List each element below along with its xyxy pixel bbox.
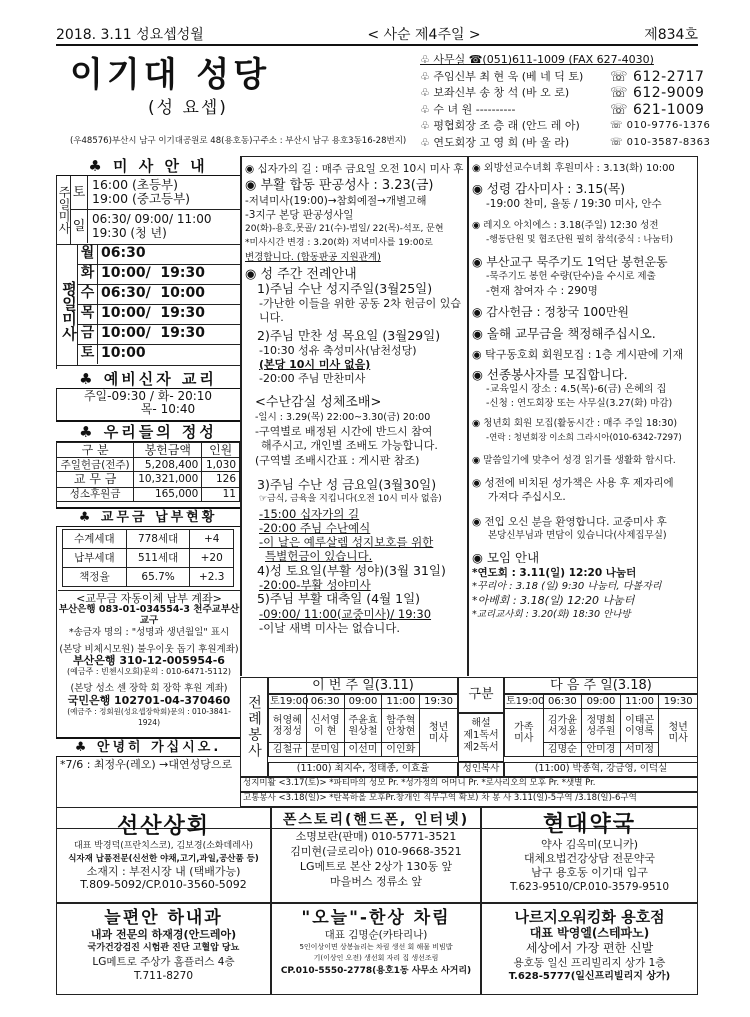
announcement: ◉ 성령 감사미사 : 3.15(목) -19:00 찬미, 율동 / 19:30 미사, 안수 xyxy=(472,181,662,210)
table-row: 납부세대 511세대 +20 xyxy=(63,549,234,568)
announcement: ◉ 올해 교무금을 책정해주십시오. xyxy=(472,325,656,341)
contact-row: ♧ 평협회장 조 층 래 (안드 레 아) ☏ 010-9776-1376 xyxy=(420,119,711,133)
mass-schedule-title: ♣ 미 사 안 내 xyxy=(56,156,240,176)
announcement: ◉ 선종봉사자를 모집합니다. -교육일시 장소 : 4.5(목)-6(금) 은혜의 집 -신청 : 연도회장 또는 사무실(3.27(화) 마감) xyxy=(472,367,673,409)
bulletin-header xyxy=(56,26,698,46)
rota-footer-2: 고통봉사 <3.18(일)> *탄복하올 모후Pr.창개인 직무구역 확보) 차 봉 사 3.11(일)-5구역 /3.18(일)-6구역 xyxy=(240,792,698,807)
rota-this-week-title: 이 번 주 일(3.11) xyxy=(268,677,458,694)
offering-table xyxy=(56,442,240,502)
table-row: 토19:00 06:30 09:00 11:00 19:30 xyxy=(505,695,698,709)
ad-hanaegwa: 늘편안 하내과 내과 전문의 하재경(안드레아) 국가건강검진 시험관 진단 고혈압 당뇨 LG메트로 주상가 홈플러스 4층 T.711-8270 xyxy=(56,903,271,995)
catechumen-times xyxy=(56,390,240,416)
ad-nargio: 나르지오워킹화 용호점 대표 박영엘(스테파노) 세상에서 가장 편한 신발 용호동 일신 프리빌리지 상가 1층 T.628-5777(일신프리빌리지 상가) xyxy=(481,903,698,995)
announcement: ◉ 성전에 비치된 성가책은 사용 후 제자리에 가져다 주십시오. xyxy=(472,477,674,504)
account-line: 국민은행 102701-04-370460 xyxy=(67,693,231,707)
weekday-mass-label: 평일미사 xyxy=(56,245,78,365)
mass-schedule xyxy=(56,176,240,366)
announcement: ◉ 전입 오신 분을 환영합니다. 교중미사 후 본당신부님과 면담이 있습니다(사제집무실) xyxy=(472,515,667,541)
table-row: 김명순 안미경 서미정 xyxy=(505,743,698,757)
mass-time: 16:00 (초등부) 19:00 (중고등부) xyxy=(92,177,191,206)
announcement: ◉ 레지오 아치에스 : 3.18(주일) 12:30 성전 -행동단원 및 협조단원 필히 참석(중식 : 나눔터) xyxy=(472,219,673,246)
contact-list xyxy=(420,52,710,152)
table-row: 성소후원금 165,000 11 xyxy=(57,487,240,501)
account-line: (본당 비체시모원) 불우이웃 돕기 후원계좌) xyxy=(59,643,239,655)
contact-row: ♧ 수 녀 원 ---------- ☏ 621-1009 xyxy=(420,101,705,118)
mass-time: 10:00/ 19:30 xyxy=(101,305,205,321)
table-row: 책정율 65.7% +2.3 xyxy=(63,568,234,587)
liturgy-service-side: 전례봉사 xyxy=(240,677,268,777)
middle-announcements xyxy=(245,162,465,638)
parish-patron: (성 요셉) xyxy=(148,98,228,118)
rota-extra-next: (11:00) 박종혁, 강금영, 이덕실 xyxy=(504,762,698,777)
account-line: *송금자 명의 : "성명과 생년월일" 표시 xyxy=(68,626,230,638)
mass-time: 06:30 xyxy=(101,245,146,261)
farewell-title: ♣ 안녕히 가십시오. xyxy=(56,737,240,757)
contact-row: ♧ 사무실 ☎(051)611-1009 (FAX 627-4030) xyxy=(420,53,654,66)
announcement: ◉ 부산교구 묵주기도 1억단 봉헌운동 -묵주기도 봉헌 수량(단수)을 수시로 제출 -현재 참여자 수 : 290명 xyxy=(472,255,668,298)
rota-this-table xyxy=(268,694,458,757)
announcement: ◉ 십자가의 길 : 매주 금요일 오전 10시 미사 후 xyxy=(245,163,464,175)
account-line: (본당 성소 센 장학 회 장학 후원 계좌) xyxy=(70,683,228,695)
announcement: ◉ 감사헌금 : 정창국 100만원 xyxy=(472,305,630,320)
mass-day: 금 xyxy=(78,325,98,344)
weekday-schedule xyxy=(78,245,240,365)
sunday-mass-label: 주일미사 xyxy=(56,176,71,244)
mass-time: 10:00/ 19:30 xyxy=(101,265,205,281)
announcement: ◉ 탁구동호회 회원모집 : 1층 게시판에 기재 xyxy=(472,347,684,361)
right-announcements xyxy=(472,162,696,626)
rota-extra-this: (11:00) 최지수, 정태종, 이효율 xyxy=(268,762,458,777)
announcement: ◉ 모임 안내 *연도회 : 3.11(일) 12:20 나눔터 *꾸리아 : 3.18 (일) 9:30 나눔터, 다볼자리 *아베회 : 3.18(일) 12:20 나눔터 *교리교사회 : 3.20(화) 18:30 안나방 xyxy=(472,550,662,621)
offering-title: ♣ 우리들의 정성 xyxy=(56,420,240,442)
account-line: 부산은행 083-01-034554-3 천주교부산교구 xyxy=(58,604,240,627)
rota-next-week-title: 다 음 주 일(3.18) xyxy=(504,677,698,694)
liturgical-season: < 사순 제4주일 > xyxy=(367,27,481,44)
dues-table xyxy=(62,529,234,587)
table-row: 가족 미사 김가윤 서정윤 정명희 성주원 이태곤 이영록 청년 미사 xyxy=(505,709,698,743)
catechumen-line: 목- 10:40 xyxy=(140,402,196,416)
divider xyxy=(467,156,469,676)
rota-label: 해설 제1독서 제2독서 xyxy=(458,713,504,762)
account-line: (예금주 : 정회원(성요셉장학회)문의 : 010-3841-1924) xyxy=(67,706,231,728)
rota-category: 구분 xyxy=(458,677,504,713)
ad-seonsan: 선산상회 대표 박경덕(프란치스코), 김보경(소화데레사) 식자재 납품전문(신선한 야채,고기,과일,공산품 등) 소재지 : 부전시장 내 (택배가능) T.809-5092/CP.010-3560-5092 xyxy=(56,807,271,903)
contact-row: ♧ 보좌신부 송 창 석 (바 오 로) ☏ 612-9009 xyxy=(420,85,705,102)
mass-day: 화 xyxy=(78,265,98,284)
announcement: ◉ 외방선교수녀회 후원미사 : 3.13(화) 10:00 xyxy=(472,163,675,174)
announcement: <수난감실 성체조배> -일시 : 3.29(목) 22:00~3.30(금) 20:00 -구역별로 배정된 시간에 반드시 참여 해주시고, 개인별 조배도 가능합니다. (구역별 조배시간표 : 게시판 참조) xyxy=(255,395,438,467)
issue-number: 제834호 xyxy=(644,27,698,44)
announcement: ◉ 부활 합동 판공성사 : 3.23(금) -저녁미사(19:00)→참회예절→개별고해 -3지구 본당 판공성사일 20(화)-용호,못골/ 21(수)-범일/ 22(목)-석포, 문현 *미사시간 변경 : 3.20(화) 저녁미사를 19:00로 변경합니다. (합동판공 지원관계) xyxy=(245,178,444,263)
parish-name: 이기대 성당 xyxy=(70,55,271,95)
mass-day: 월 xyxy=(78,245,98,264)
table-row: 주일헌금(전주) 5,208,400 1,030 xyxy=(57,458,240,472)
divider xyxy=(240,156,242,676)
table-row: 구 분 봉헌금액 인원 xyxy=(57,443,240,458)
mass-day: 일 xyxy=(71,210,88,243)
mass-day: 수 xyxy=(78,285,98,304)
contact-row: ♧ 연도회장 고 영 희 (바 울 라) ☏ 010-3587-8363 xyxy=(420,135,711,149)
rota-next-table xyxy=(504,694,698,757)
account-line: (예금주 : 빈첸시오회)문의 : 010-6471-5112) xyxy=(67,667,231,677)
announcement: ◉ 청년회 회원 모집(활동시간 : 매주 주일 18:30) -연락 : 청년회장 이소희 그라시아(010-6342-7297) xyxy=(472,418,682,444)
ad-hyundai-pharmacy: 현대약국 약사 김옥미(모니카) 대체요법건강상담 전문약국 남구 용호동 이기대 입구 T.623-9510/CP.010-3579-9510 xyxy=(481,807,698,903)
catechumen-title: ♣ 예비신자 교리 xyxy=(56,369,240,389)
bulletin-date: 2018. 3.11 성요셉성월 xyxy=(56,27,204,44)
contact-row: ♧ 주임신부 최 현 욱 (베 네 딕 토) ☏ 612-2717 xyxy=(420,68,705,85)
announcement: ◉ 성 주간 전례안내 1)주님 수난 성지주일(3월25일) -가난한 이들을 위한 공동 2차 헌금이 있습니다. 2)주님 만찬 성 목요일 (3월29일) -10:30 성유 축성미사(남천성당) (본당 10시 미사 없음) -20:00 주님 만찬미사 xyxy=(245,267,461,386)
account-info xyxy=(58,590,240,728)
account-line: <교무금 자동이체 납부 계좌> xyxy=(76,592,222,605)
mass-time: 06:30/ 09:00/ 11:00 19:30 (청 년) xyxy=(92,212,212,240)
table-row: 김철규 문미임 이선미 이인화 xyxy=(269,743,458,757)
rota-extra-label: 성인복사 xyxy=(458,762,504,777)
ad-phonestory: 폰스토리(핸드폰, 인터넷) 소명보란(판매) 010-5771-3521 김미현(글로리아) 010-9668-3521 LG메트로 본산 2상가 130동 앞 마을버스 정류소 앞 xyxy=(271,807,481,903)
mass-time: 10:00 xyxy=(101,345,146,361)
mass-time: 06:30/ 10:00 xyxy=(101,285,205,301)
table-row: 교 무 금 10,321,000 126 xyxy=(57,472,240,487)
account-line: 부산은행 310-12-005954-6 xyxy=(73,654,225,668)
parish-address: (우48576)부산시 남구 이기대공원로 48(용호동)구주소 : 부산시 남구 용호3동16-28번지) xyxy=(70,136,407,146)
table-row: 토19:00 06:30 09:00 11:00 19:30 xyxy=(269,695,458,709)
dues-title: ♣ 교무금 납부현황 xyxy=(56,507,240,527)
announcement: 3)주님 수난 성 금요일(3월30일) ☞금식, 금육을 지킵니다(오전 10시 미사 없음) -15:00 십자가의 길 -20:00 주님 수난예식 -이 날은 예루살렘 성지보호를 위한 특별헌금이 있습니다. 4)성 토요일(부활 성야)(3월 31일) -20:00-부활 성야미사 5)주님 부활 대축일 (4월 1일) -09:00/ 11:00(교중미사)/ 19:30 -이날 새벽 미사는 없습니다. xyxy=(257,476,446,635)
catechumen-line: 주일-09:30 / 화- 20:10 xyxy=(83,389,213,403)
mass-day: 목 xyxy=(78,305,98,324)
announcement: ◉ 말씀일기에 맞추어 성경 읽기를 생활화 합시다. xyxy=(472,454,676,466)
rota-footer-1: 성지미활 <3.17(토)> *파티마의 성모 Pr. *성가정의 어머니 Pr. *로사리오의 모후 Pr. *샛별 Pr. xyxy=(240,777,698,792)
mass-time: 10:00/ 19:30 xyxy=(101,325,205,341)
farewell-text: *7/6 : 최정우(레오) →대연성당으로 xyxy=(60,758,233,771)
table-row: 허영혜 정정성 신서영 이 현 주윤효 원상철 함주혁 안창현 청년 미사 xyxy=(269,709,458,743)
ad-oneul: "오늘"-한상 차림 대표 김명순(카타리나) 5인이상이면 상봉놀리는 차림 생선 회 해물 비빔밥 기(이상인 오전) 생선회 자리 집 생선조림 CP.010-5550-2778(용호1동 사무소 사거리) xyxy=(271,903,481,995)
mass-day: 토 xyxy=(78,345,98,364)
mass-day: 토 xyxy=(71,176,88,209)
table-row: 수계세대 778세대 +4 xyxy=(63,530,234,549)
